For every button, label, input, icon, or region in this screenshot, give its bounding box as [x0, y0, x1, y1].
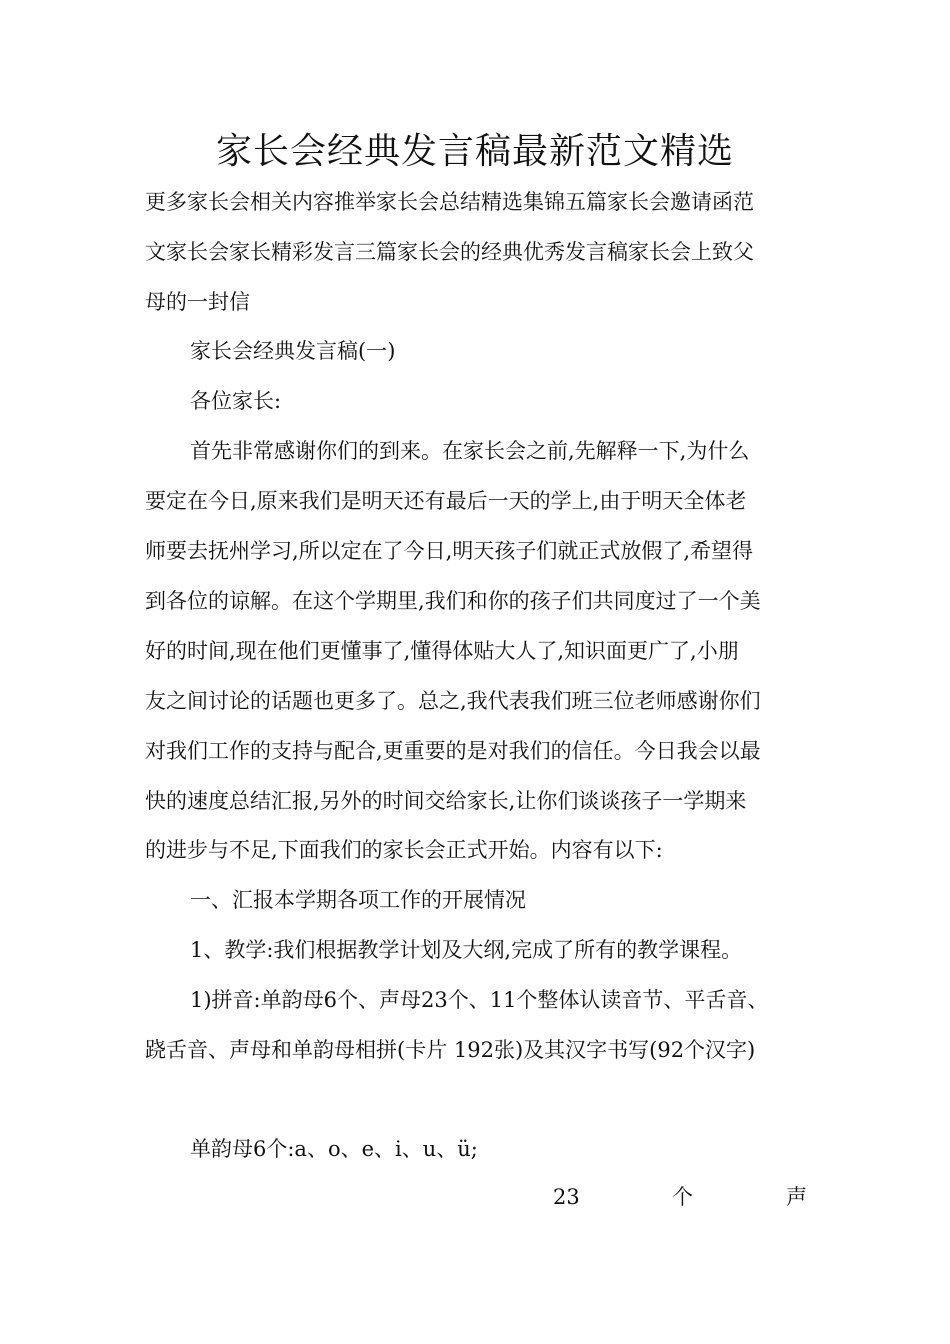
teaching-line: 1、教学:我们根据教学计划及大纲,完成了所有的教学课程。	[190, 938, 743, 962]
body-line-8: 快的速度总结汇报,另外的时间交给家长,让你们谈谈孩子一学期来	[145, 789, 747, 813]
trailing-word-number: 23	[553, 1185, 580, 1209]
document-title: 家长会经典发言稿最新范文精选	[215, 131, 734, 172]
body-line-3: 师要去抚州学习,所以定在了今日,明天孩子们就正式放假了,希望得	[145, 539, 754, 563]
body-line-4: 到各位的谅解。在这个学期里,我们和你的孩子们共同度过了一个美	[145, 589, 761, 613]
section-heading: 家长会经典发言稿(一)	[190, 339, 396, 363]
intro-line-1: 更多家长会相关内容推举家长会总结精选集锦五篇家长会邀请函范	[145, 190, 754, 214]
body-line-9: 的进步与不足,下面我们的家长会正式开始。内容有以下:	[145, 838, 663, 862]
vowels-line: 单韵母6个:a、o、e、i、u、ü;	[190, 1137, 478, 1161]
body-line-1: 首先非常感谢你们的到来。在家长会之前,先解释一下,为什么	[190, 439, 750, 463]
body-line-6: 友之间讨论的话题也更多了。总之,我代表我们班三位老师感谢你们	[145, 689, 761, 713]
trailing-word-measure: 个	[672, 1185, 693, 1209]
salutation: 各位家长:	[190, 389, 282, 413]
body-line-7: 对我们工作的支持与配合,更重要的是对我们的信任。今日我会以最	[145, 739, 761, 763]
intro-line-2: 文家长会家长精彩发言三篇家长会的经典优秀发言稿家长会上致父	[145, 240, 754, 264]
body-line-5: 好的时间,现在他们更懂事了,懂得体贴大人了,知识面更广了,小朋	[145, 639, 739, 663]
body-line-2: 要定在今日,原来我们是明天还有最后一天的学上,由于明天全体老	[145, 489, 747, 513]
pinyin-line-2: 跷舌音、声母和单韵母相拼(卡片 192张)及其汉字书写(92个汉字)	[145, 1038, 756, 1062]
intro-line-3: 母的一封信	[145, 290, 250, 314]
subheading-report: 一、汇报本学期各项工作的开展情况	[190, 888, 526, 912]
trailing-word-sound: 声	[786, 1185, 807, 1209]
pinyin-line-1: 1)拼音:单韵母6个、声母23个、11个整体认读音节、平舌音、	[190, 988, 769, 1012]
